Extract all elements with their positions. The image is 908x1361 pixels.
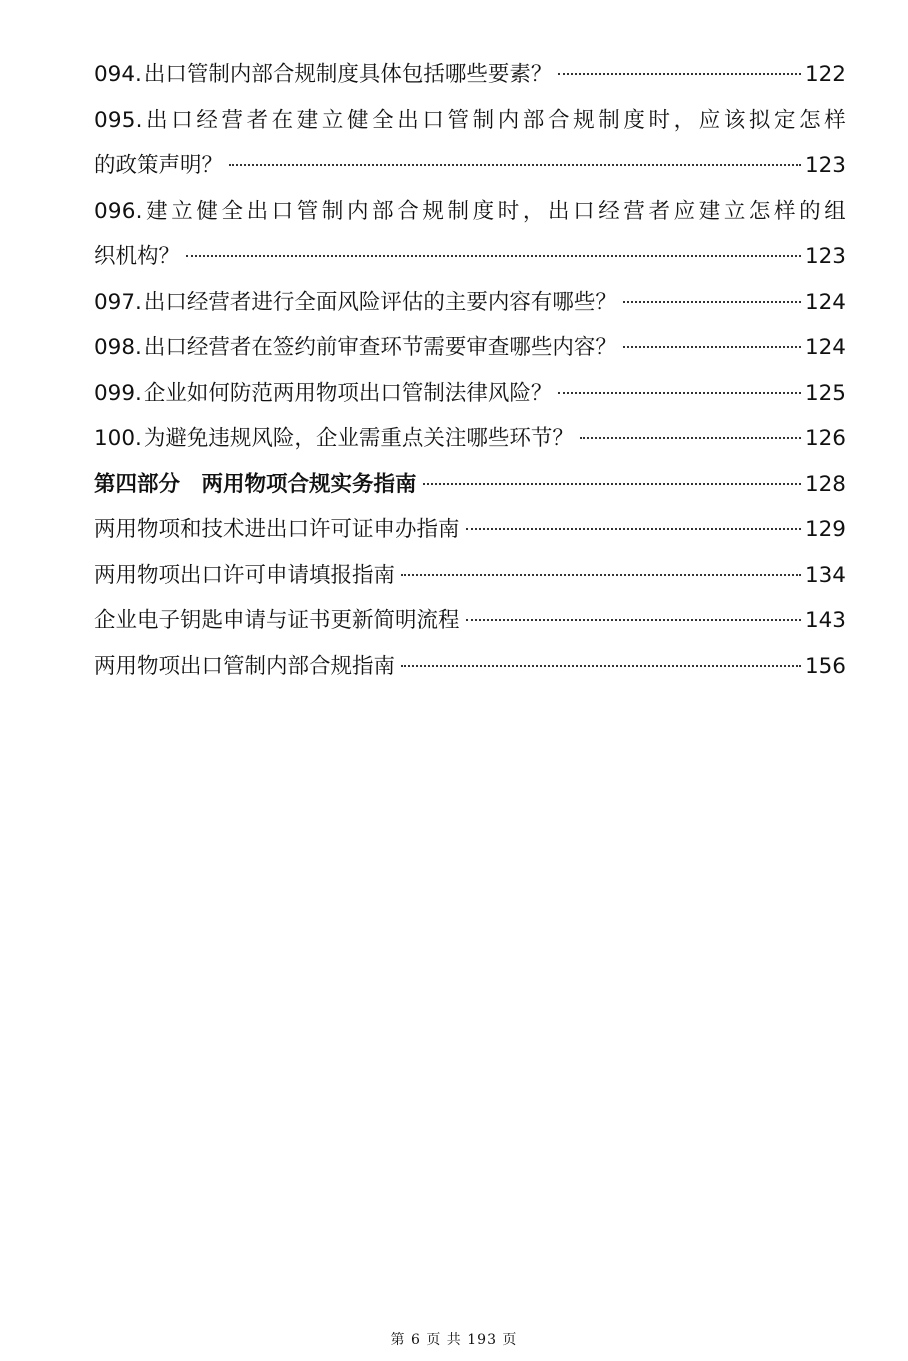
toc-entry-text: 两用物项和技术进出口许可证申办指南	[94, 517, 460, 542]
toc-entry-title-line1	[94, 189, 846, 235]
toc-section-part-four[interactable]	[94, 462, 846, 508]
toc-entry-097[interactable]	[94, 280, 846, 326]
dot-leader	[558, 392, 801, 394]
dot-leader	[580, 437, 801, 439]
toc-entry-text-line2: 织机构？	[94, 244, 181, 269]
toc-entry-title-line1	[94, 98, 846, 144]
toc-entry-text: 建立健全出口管制内部合规制度时，出口经营者应建立怎样的组	[142, 198, 846, 224]
toc-entry-text: 出口管制内部合规制度具体包括哪些要素？	[143, 62, 553, 87]
toc-line	[94, 325, 846, 371]
dot-leader	[423, 483, 801, 485]
dot-leader	[229, 164, 801, 166]
toc-entry-compliance-guide[interactable]	[94, 644, 846, 690]
toc-line	[94, 553, 846, 599]
dot-leader	[466, 528, 801, 530]
toc-entry-text: 两用物项出口管制内部合规指南	[94, 653, 396, 679]
toc-entry-license-guide[interactable]	[94, 507, 846, 553]
toc-entry-text: 出口经营者在建立健全出口管制内部合规制度时，应该拟定怎样	[142, 107, 846, 133]
toc-page-number: 128	[804, 471, 846, 497]
toc-entry-text: 企业如何防范两用物项出口管制法律风险？	[143, 380, 553, 406]
toc-line	[94, 644, 846, 690]
dot-leader	[623, 301, 801, 303]
toc-entry-098[interactable]	[94, 325, 846, 371]
toc-entry-text: 为避免违规风险，企业需重点关注哪些环节？	[143, 426, 574, 451]
toc-page-number: 122	[804, 62, 846, 87]
toc-page-number: 125	[804, 380, 846, 406]
toc-entry-095[interactable]	[94, 98, 846, 189]
dot-leader	[466, 619, 801, 621]
toc-page-number: 123	[804, 153, 846, 178]
toc-entry-title	[94, 371, 552, 417]
toc-entry-099[interactable]	[94, 371, 846, 417]
toc-line	[94, 234, 846, 280]
toc-entry-number: 100.	[94, 426, 142, 451]
toc-line	[94, 507, 846, 553]
toc-line	[94, 280, 846, 326]
table-of-contents	[94, 52, 846, 689]
dot-leader	[401, 665, 801, 667]
dot-leader	[623, 346, 801, 348]
toc-page-number: 124	[804, 335, 846, 360]
toc-entry-title	[94, 280, 617, 326]
toc-line	[94, 52, 846, 98]
toc-entry-096[interactable]	[94, 189, 846, 280]
toc-page-number: 129	[804, 517, 846, 542]
toc-page-number: 124	[804, 289, 846, 315]
toc-entry-text: 两用物项出口许可申请填报指南	[94, 562, 396, 588]
toc-entry-text: 出口经营者在签约前审查环节需要审查哪些内容？	[143, 335, 617, 360]
toc-line	[94, 598, 846, 644]
toc-section-title: 第四部分 两用物项合规实务指南	[94, 471, 417, 497]
toc-entry-100[interactable]	[94, 416, 846, 462]
toc-entry-number: 096.	[94, 198, 143, 224]
toc-entry-title	[94, 325, 617, 371]
toc-line	[94, 371, 846, 417]
toc-page-number: 143	[804, 608, 846, 633]
dot-leader	[401, 574, 801, 576]
toc-entry-number: 098.	[94, 335, 142, 360]
toc-entry-text-line2: 的政策声明？	[94, 153, 224, 178]
toc-entry-title	[94, 52, 552, 98]
toc-entry-number: 095.	[94, 107, 143, 133]
toc-entry-number: 099.	[94, 380, 142, 406]
toc-page-number: 123	[804, 244, 846, 269]
page-footer: 第 6 页 共 193 页	[390, 1332, 518, 1348]
toc-page-number: 156	[804, 653, 846, 679]
toc-entry-number: 094.	[94, 62, 142, 87]
toc-page-number: 134	[804, 562, 846, 588]
toc-page-number: 126	[804, 426, 846, 451]
toc-entry-094[interactable]	[94, 52, 846, 98]
toc-entry-number: 097.	[94, 289, 142, 315]
toc-line	[94, 143, 846, 189]
toc-entry-text: 企业电子钥匙申请与证书更新简明流程	[94, 608, 460, 633]
toc-line	[94, 416, 846, 462]
toc-entry-e-key-process[interactable]	[94, 598, 846, 644]
toc-line	[94, 462, 846, 508]
toc-entry-title	[94, 416, 574, 462]
dot-leader	[558, 73, 801, 75]
toc-entry-application-guide[interactable]	[94, 553, 846, 599]
toc-entry-text: 出口经营者进行全面风险评估的主要内容有哪些？	[143, 289, 617, 315]
dot-leader	[186, 255, 801, 257]
